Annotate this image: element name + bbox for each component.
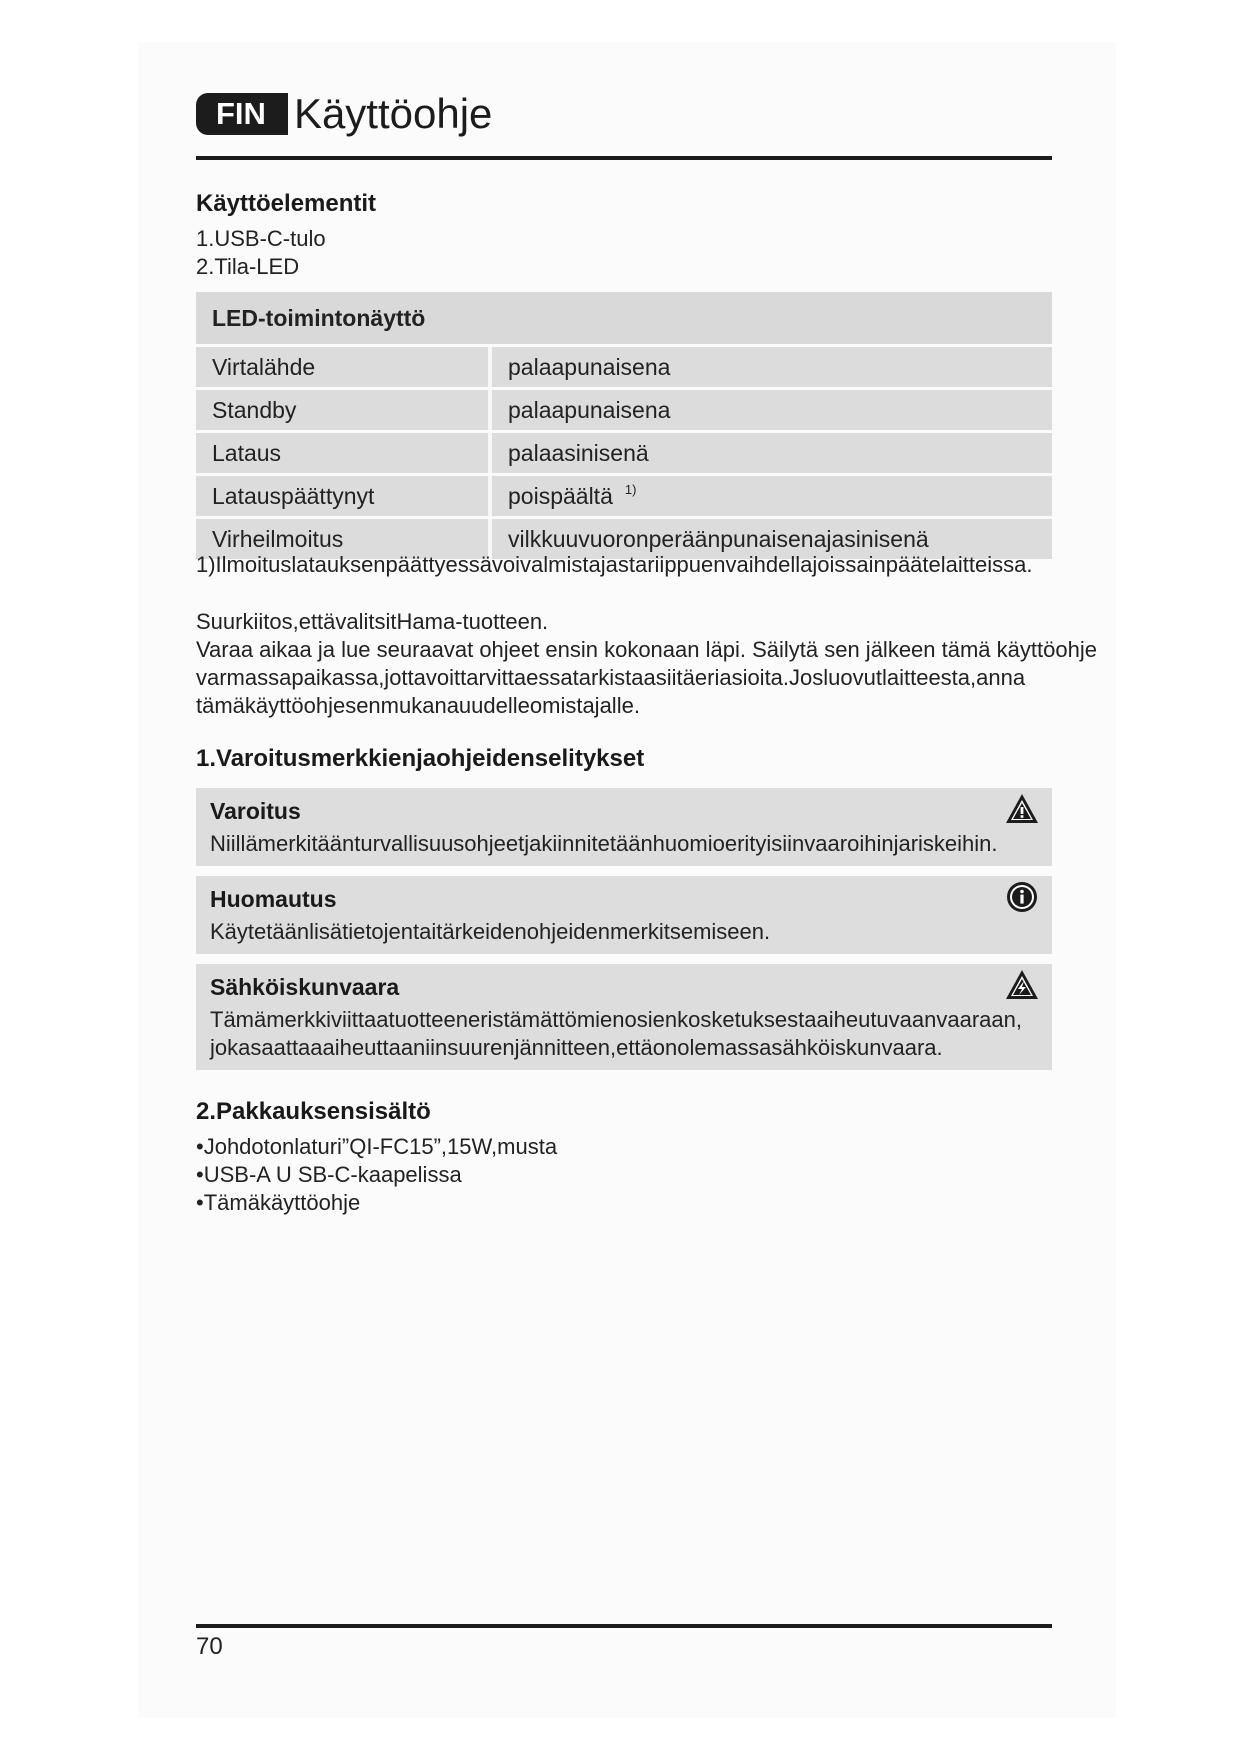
led-state-label: Lataus (196, 433, 492, 473)
led-state-label: Latauspäättynyt (196, 476, 492, 516)
section2-heading: 2.Pakkauksensisältö (196, 1098, 431, 1125)
led-state-value: palaasinisenä (492, 433, 1052, 473)
intro-line: tämäkäyttöohjesenmukanauudelleomistajalle. (196, 693, 640, 718)
led-state-label: Standby (196, 390, 492, 430)
electric-hazard-icon (1004, 968, 1040, 1002)
led-state-label: Virheilmoitus (196, 519, 492, 559)
info-circle-icon (1004, 880, 1040, 914)
header-divider (196, 156, 1052, 160)
intro-line: varmassapaikassa,jottavoittarvittaessatarkistaasiitäeriasioita.Josluovutlaitteesta,anna (196, 665, 1026, 690)
led-table-footnote: 1)Ilmoituslatauksenpäättyessävoivalmistajastariippuenvaihdellajoissainpäätelaitteissa. (196, 552, 1033, 577)
electric-hazard-box (196, 964, 1052, 1070)
warning-triangle-icon (1004, 792, 1040, 826)
electric-hazard-text (210, 1006, 1038, 1062)
list-item: •USB-A U SB-C-kaapelissa (196, 1162, 462, 1187)
led-state-value: palaapunaisena (492, 347, 1052, 387)
note-box (196, 876, 1052, 954)
led-function-table (196, 289, 1052, 562)
led-state-value-cell (492, 476, 1052, 516)
controls-heading: Käyttöelementit (196, 190, 377, 217)
footnote-marker: 1) (624, 482, 637, 497)
controls-item: 1.USB-C-tulo (196, 226, 326, 251)
table-row (196, 476, 1052, 516)
warning-text: Niillämerkitäänturvallisuusohjeetjakiinnitetäänhuomioerityisiinvaaroihinjariskeihin. (210, 831, 998, 856)
list-item: •Johdotonlaturi”QI-FC15”,15W,musta (196, 1134, 558, 1159)
note-text: Käytetäänlisätietojentaitärkeidenohjeidenmerkitsemiseen. (210, 919, 771, 944)
warning-title: Varoitus (210, 798, 301, 824)
led-state-value: poispäältä (508, 483, 613, 509)
table-row (196, 390, 1052, 430)
led-state-value: vilkkuuvuoronperäänpunaisenajasinisenä (492, 519, 1052, 559)
electric-hazard-line: Tämämerkkiviittaatuotteeneristämättömienosienkosketuksestaaiheutuvaanvaaraan, (210, 1007, 1022, 1032)
led-table-heading: LED-toimintonäyttö (196, 292, 1052, 344)
led-state-label: Virtalähde (196, 347, 492, 387)
intro-line: Varaa aikaa ja lue seuraavat ohjeet ensin kokonaan läpi. Säilytä sen jälkeen tämä käyttöohje (196, 637, 1097, 662)
page-number: 70 (196, 1633, 223, 1660)
page-header (196, 92, 492, 136)
intro-line: Suurkiitos,ettävalitsitHama-tuotteen. (196, 609, 549, 634)
footer-divider (196, 1624, 1052, 1628)
warning-box (196, 788, 1052, 866)
led-state-value: palaapunaisena (492, 390, 1052, 430)
document-title: Käyttöohje (293, 90, 493, 137)
electric-hazard-line: jokasaattaaaiheuttaaniinsuurenjännitteen,ettäonolemassasähköiskunvaara. (210, 1035, 943, 1060)
electric-hazard-title: Sähköiskunvaara (210, 974, 400, 1000)
note-title: Huomautus (210, 886, 337, 912)
language-badge: FIN (196, 93, 288, 135)
table-row (196, 347, 1052, 387)
list-item: •Tämäkäyttöohje (196, 1190, 361, 1215)
controls-item: 2.Tila-LED (196, 254, 300, 279)
table-row (196, 433, 1052, 473)
section1-heading: 1.Varoitusmerkkienjaohjeidenselitykset (196, 745, 645, 772)
